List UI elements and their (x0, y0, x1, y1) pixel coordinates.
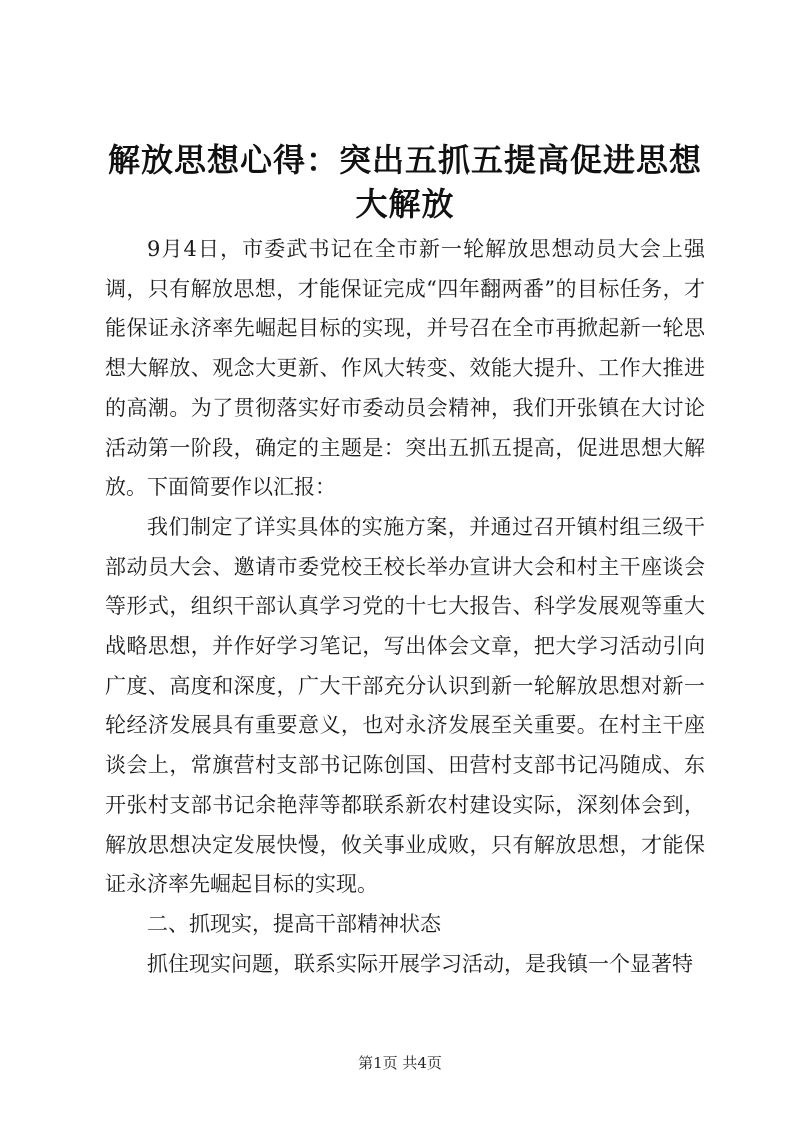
paragraph-study: 我们制定了详实具体的实施方案，并通过召开镇村组三级干部动员大会、邀请市委党校王校长举办宣讲大会和村主干座谈会等形式，组织干部认真学习党的十七大报告、科学发展观等重大战略思想，并作好学习笔记，写出体会文章，把大学习活动引向广度、高度和深度，广大干部充分认识到新一轮解放思想对新一轮经济发展具有重要意义，也对永济发展至关重要。在村主干座谈会上，常旗营村支部书记陈创国、田营村支部书记冯随成、东开张村支部书记余艳萍等都联系新农村建设实际，深刻体会到，解放思想决定发展快慢，攸关事业成败，只有解放思想，才能保证永济率先崛起目标的实现。 (105, 514, 705, 897)
document-title: 解放思想心得：突出五抓五提高促进思想大解放 (107, 141, 702, 223)
section-heading: 二、抓现实，提高干部精神状态 (147, 911, 441, 936)
page-footer: 第1页 共4页 (358, 1054, 442, 1072)
document-body (105, 230, 705, 984)
paragraph-intro: 9月4日，市委武书记在全市新一轮解放思想动员大会上强调，只有解放思想，才能保证完成“四年翻两番”的目标任务，才能保证永济率先崛起目标的实现，并号召在全市再掀起新一轮思想大解放、观念大更新、作风大转变、效能大提升、工作大推进的高潮。为了贯彻落实好市委动员会精神，我们开张镇在大讨论活动第一阶段，确定的主题是：突出五抓五提高，促进思想大解放。下面简要作以汇报： (105, 237, 705, 500)
paragraph-reality: 抓住现实问题，联系实际开展学习活动，是我镇一个显著特 (147, 951, 693, 976)
